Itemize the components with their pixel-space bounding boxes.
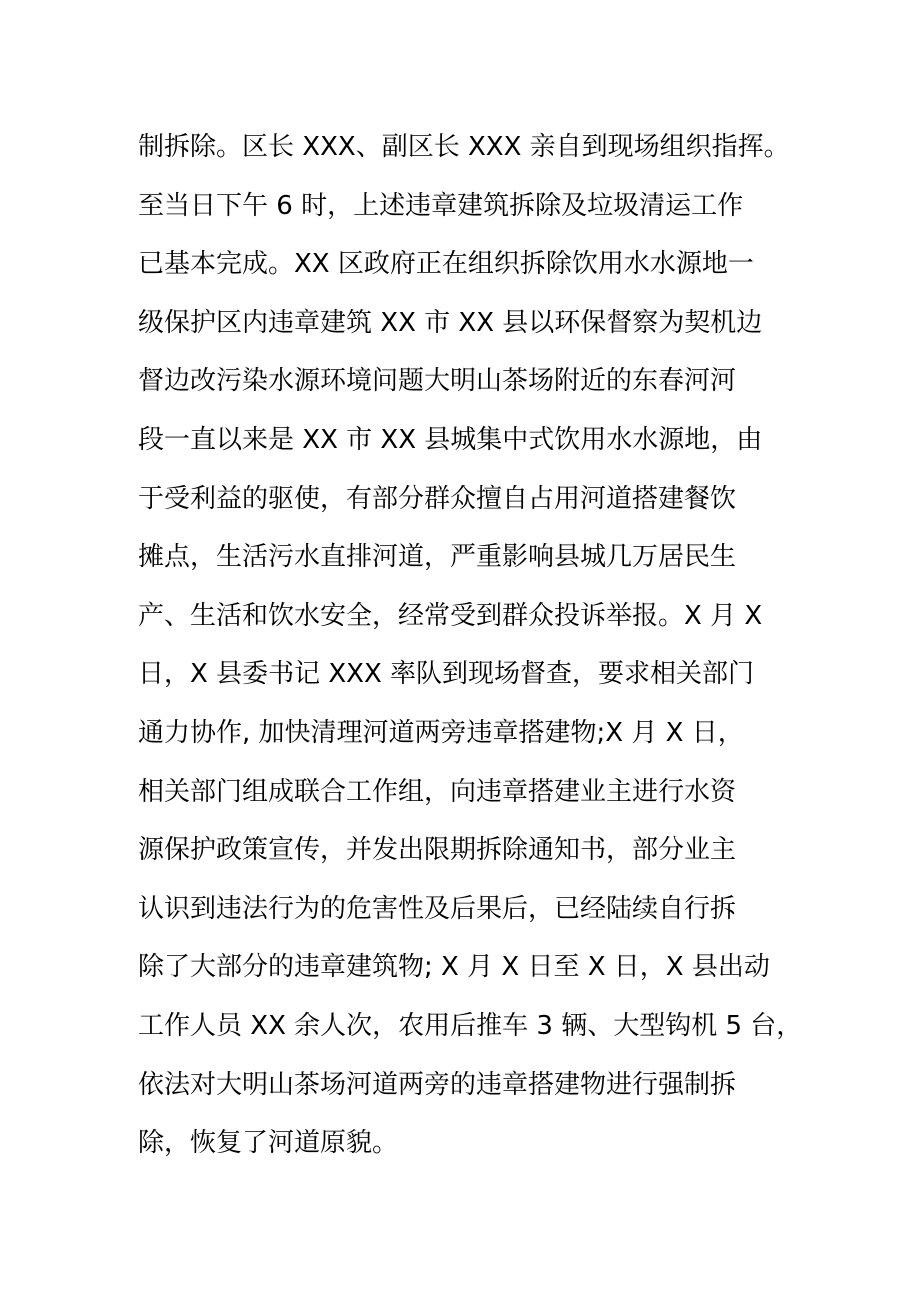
text-line: 工作人员 XX 余人次，农用后推车 3 辆、大型钩机 5 台， [138,1010,803,1041]
text-line: 已基本完成。XX 区政府正在组织拆除饮用水水源地一 [138,249,754,280]
text-line: 制拆除。区长 XXX、副区长 XXX 亲自到现场组织指挥。 [138,132,790,162]
text-line: 段一直以来是 XX 市 XX 县城集中式饮用水水源地，由 [138,424,763,455]
text-line: 认识到违法行为的危害性及后果后，已经陆续自行拆 [138,893,737,924]
text-line: 至当日下午 6 时，上述违章建筑拆除及垃圾清运工作 [138,190,744,221]
text-line: 除了大部分的违章建筑物; X 月 X 日至 X 日，X 县出动 [138,952,770,983]
text-line: 通力协作, 加快清理河道两旁违章搭建物;X 月 X 日， [138,717,744,748]
text-line: 源保护政策宣传，并发出限期拆除通知书，部分业主 [138,835,737,866]
text-line: 于受利益的驱使，有部分群众擅自占用河道搭建餐饮 [138,483,737,514]
text-line: 级保护区内违章建筑 XX 市 XX 县以环保督察为契机边 [138,307,763,338]
text-line: 除，恢复了河道原貌。 [138,1128,399,1159]
text-line: 日，X 县委书记 XXX 率队到现场督查，要求相关部门 [138,659,755,690]
text-line: 督边改污染水源环境问题大明山茶场附近的东春河河 [138,366,737,397]
text-line: 产、生活和饮水安全，经常受到群众投诉举报。X 月 X [138,600,763,631]
text-line: 依法对大明山茶场河道两旁的违章搭建物进行强制拆 [138,1069,737,1100]
body-text [138,118,818,1173]
text-line: 摊点，生活污水直排河道，严重影响县城几万居民生 [138,542,737,573]
text-line: 相关部门组成联合工作组，向违章搭建业主进行水资 [138,776,737,807]
